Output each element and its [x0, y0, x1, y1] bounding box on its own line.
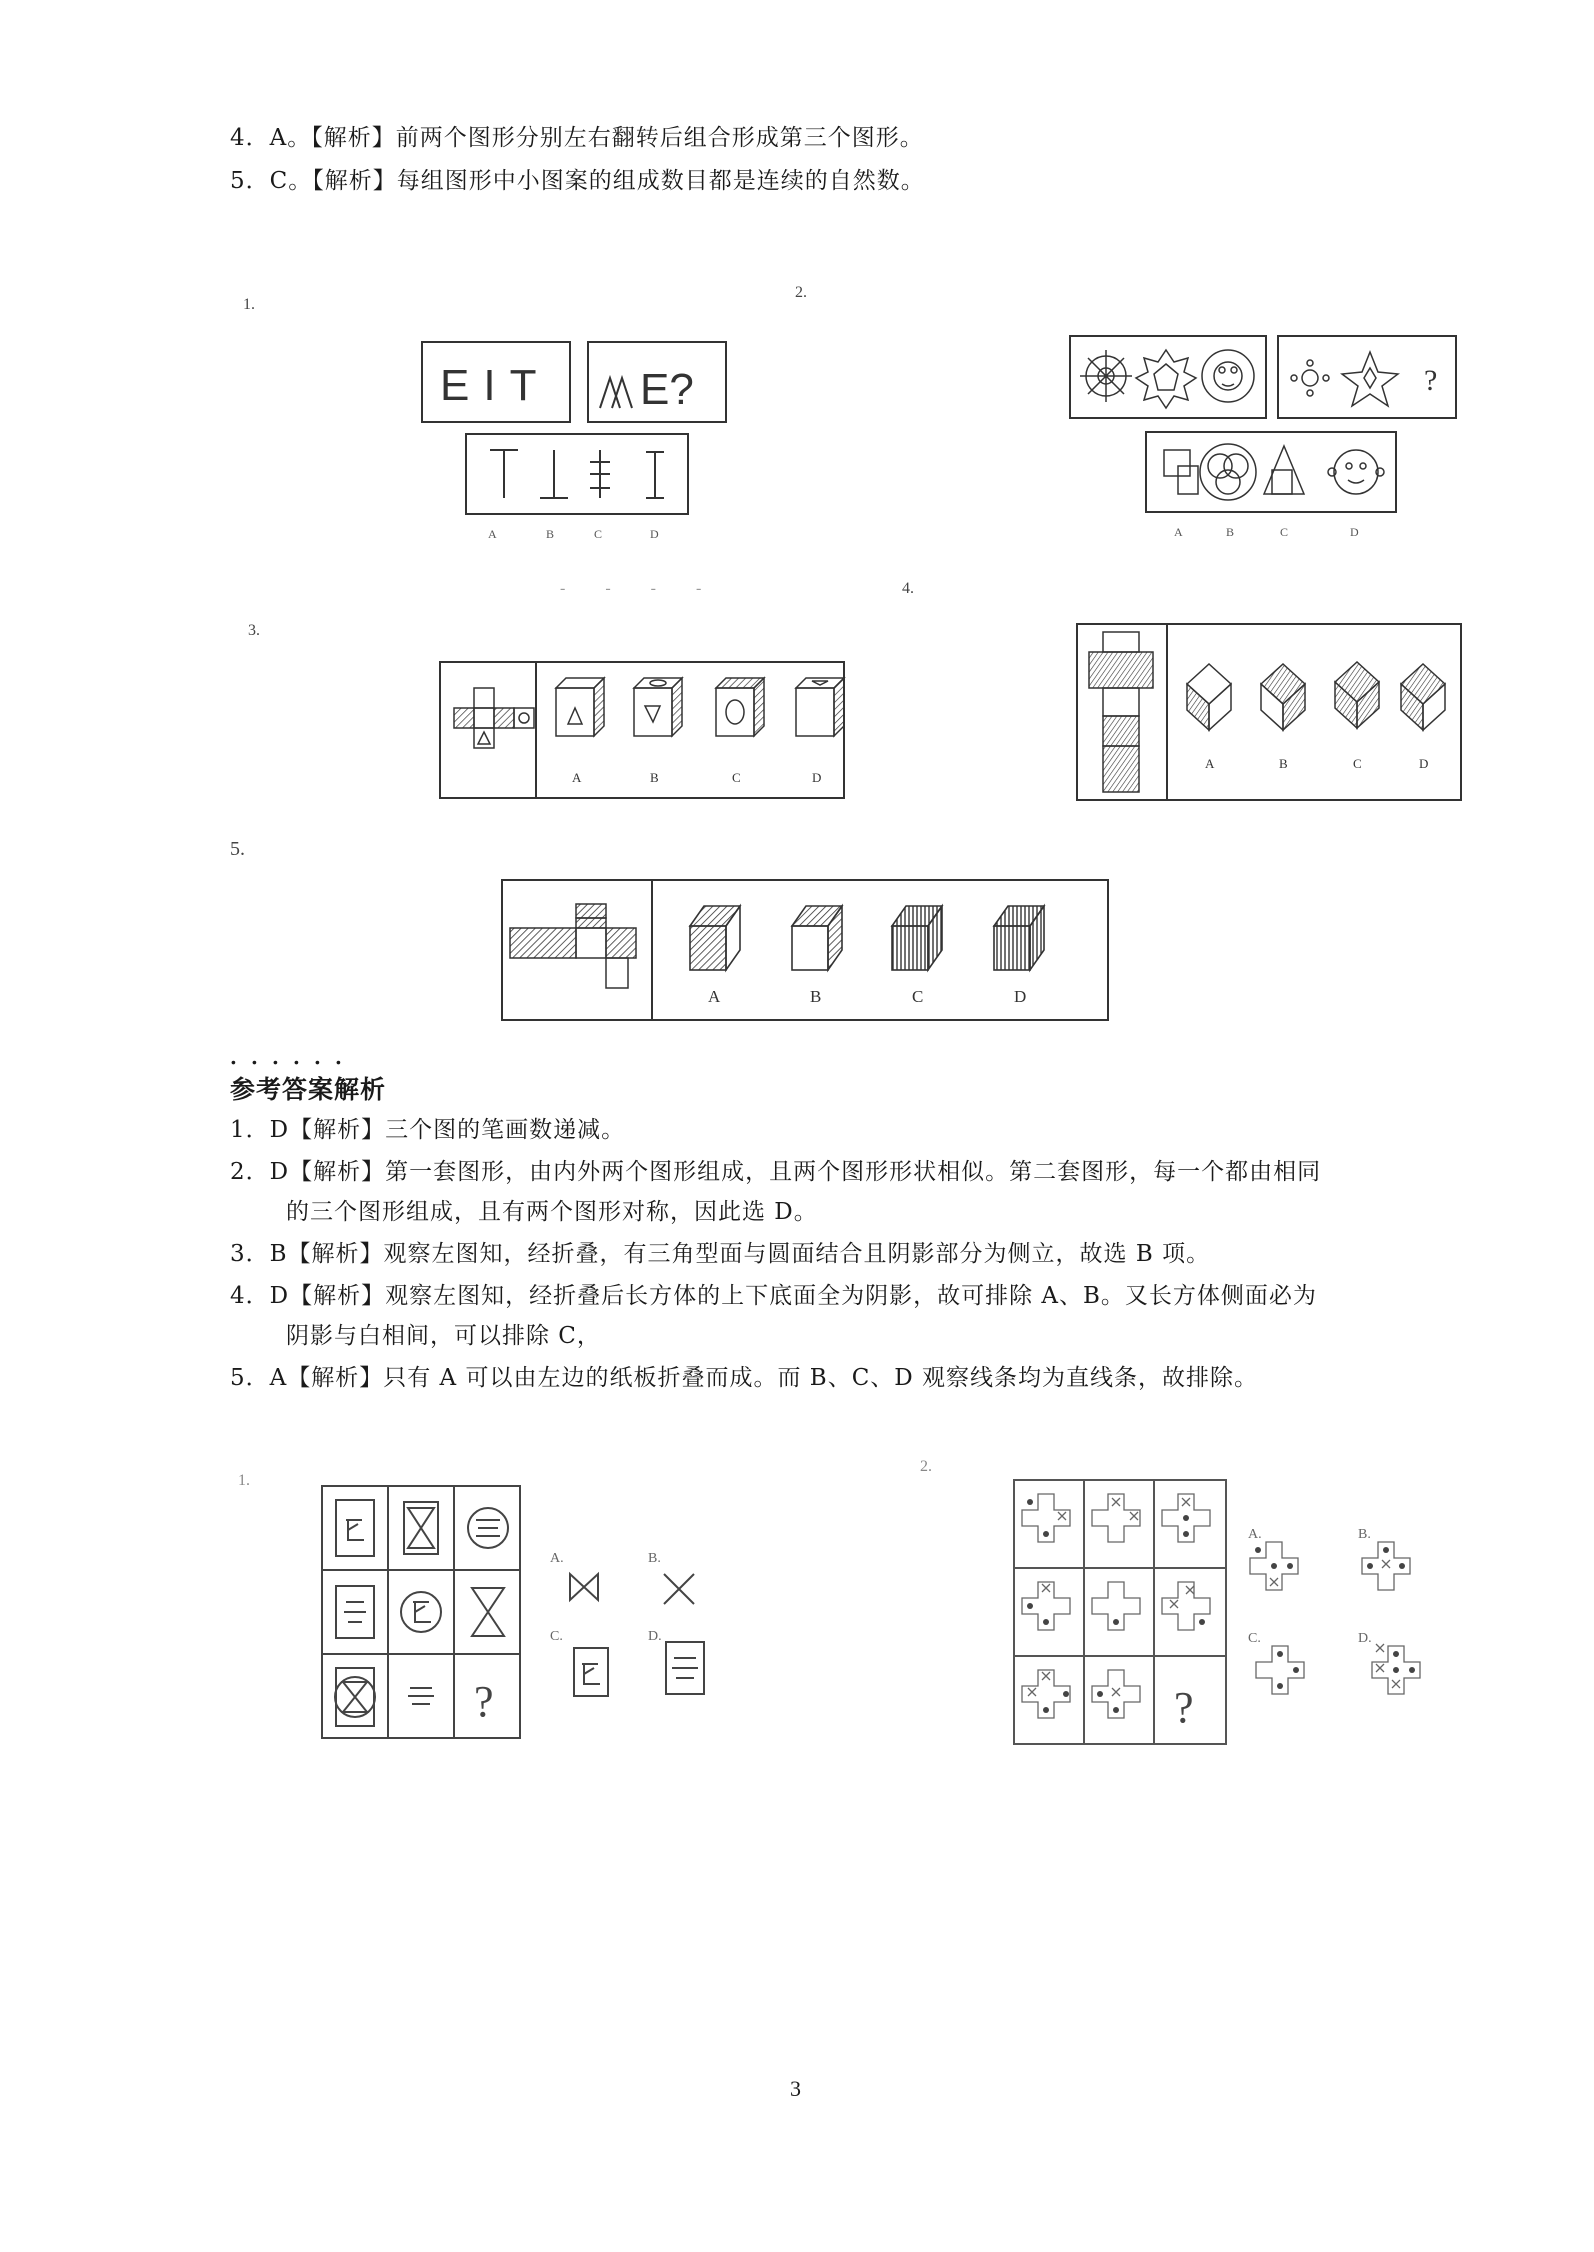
answer-number: 4． [230, 125, 270, 151]
answer-number: 5． [230, 1365, 270, 1391]
answer-text: D【解析】第一套图形，由内外两个图形组成，且两个图形形状相似。第二套图形，每一个都由相同 [269, 1159, 1322, 1185]
q4-options [1187, 662, 1445, 730]
answer-2 [230, 1156, 1321, 1188]
answer-text: B【解析】观察左图知，经折叠，有三角型面与圆面结合且阴影部分为侧立，故选 B 项。 [269, 1241, 1211, 1267]
q1-stem-symbol [600, 378, 632, 408]
q4-figure [1075, 622, 1465, 804]
q3-label: 3. [248, 622, 260, 639]
s2-q2-option-c-label: C. [1248, 1631, 1261, 1646]
answer-text: A【解析】只有 A 可以由左边的纸板折叠而成。而 B、C、D 观察线条均为直线条，故排除。 [269, 1365, 1259, 1391]
answer-3 [230, 1238, 1210, 1270]
q1-option-a: A [488, 527, 497, 541]
q2-stem-shapes [1080, 350, 1398, 408]
q4-net [1089, 632, 1153, 792]
q5-boxes [690, 906, 1044, 970]
q5-label: 5. [230, 838, 245, 860]
q2-option-b: B [1226, 525, 1235, 539]
q2-option-shapes [1164, 444, 1384, 500]
s2-q1-figure [318, 1482, 718, 1750]
q5-option-b: B [810, 987, 822, 1006]
q2-figure [1066, 330, 1466, 550]
answer-number: 1． [230, 1117, 270, 1143]
q4-option-c: C [1353, 756, 1362, 771]
answer-5 [230, 1362, 1258, 1394]
answer-2-cont: 的三个图形组成，且有两个图形对称，因此选 D。 [286, 1199, 818, 1225]
answer-4 [230, 1280, 1317, 1312]
answer-4-top [230, 122, 924, 154]
answers-heading: 参考答案解析 [230, 1075, 387, 1104]
q1-option-b: B [546, 527, 555, 541]
answer-4-cont: 阴影与白相间，可以排除 C， [286, 1323, 601, 1349]
s2-q2-figure [1010, 1476, 1430, 1760]
s2-q1-option-c-label: C. [550, 1629, 563, 1644]
q1-figure [418, 338, 738, 548]
q3-option-d: D [812, 770, 822, 785]
answer-5-top [230, 165, 925, 197]
s2-q1-option-a-label: A. [550, 1551, 564, 1566]
answer-number: 2． [230, 1159, 270, 1185]
s2-q1-options [570, 1574, 704, 1696]
q2-label: 2. [795, 284, 807, 301]
s2-q2-option-a-label: A. [1248, 1527, 1262, 1542]
q4-option-d: D [1419, 756, 1429, 771]
answer-text: D【解析】三个图的笔画数递减。 [269, 1117, 626, 1143]
s2-q1-option-d-label: D. [648, 1629, 662, 1644]
page-number: 3 [790, 2076, 801, 2101]
q1-label: 1. [243, 296, 255, 313]
q3-option-c: C [732, 770, 741, 785]
q1-option-d: D [650, 527, 659, 541]
q3-cubes [556, 678, 844, 736]
separator-dots: ．．．．．． [230, 1044, 368, 1070]
q3-option-a: A [572, 770, 582, 785]
q3-net [454, 688, 534, 748]
q2-option-d: D [1350, 525, 1359, 539]
s2-q2-option-b-label: B. [1358, 1527, 1371, 1542]
answer-text: C。【解析】每组图形中小图案的组成数目都是连续的自然数。 [269, 168, 925, 194]
q4-option-b: B [1279, 756, 1288, 771]
q1-stem-right: E? [640, 365, 694, 414]
q4-label: 4. [902, 580, 914, 597]
q5-net [510, 904, 636, 988]
answer-number: 4． [230, 1283, 270, 1309]
q2-option-a: A [1174, 525, 1183, 539]
answer-1 [230, 1114, 625, 1146]
answer-number: 3． [230, 1241, 270, 1267]
s2-q1-label: 1. [238, 1472, 250, 1489]
q2-question-mark: ? [1424, 364, 1438, 397]
q5-option-d: D [1014, 987, 1027, 1006]
q3-figure [438, 660, 848, 802]
s2-q2-question-mark: ? [1174, 1683, 1194, 1732]
q4-option-a: A [1205, 756, 1215, 771]
s2-q2-label: 2. [920, 1458, 932, 1475]
faint-dashes: - - - - [560, 580, 720, 597]
answer-text: D【解析】观察左图知，经折叠后长方体的上下底面全为阴影，故可排除 A、B。又长方体侧面必为 [269, 1283, 1317, 1309]
s2-q1-option-b-label: B. [648, 1551, 661, 1566]
s2-q2-option-d-label: D. [1358, 1631, 1372, 1646]
s2-q1-question-mark: ? [474, 1677, 494, 1726]
answer-number: 5． [230, 168, 270, 194]
q1-option-c: C [594, 527, 603, 541]
q5-option-c: C [912, 987, 924, 1006]
q1-stem-text: EIT [440, 361, 551, 410]
q5-option-a: A [708, 987, 721, 1006]
q2-option-c: C [1280, 525, 1289, 539]
q1-option-glyphs [490, 450, 664, 498]
answer-text: A。【解析】前两个图形分别左右翻转后组合形成第三个图形。 [269, 125, 924, 151]
q3-option-b: B [650, 770, 659, 785]
q5-figure [500, 878, 1112, 1026]
